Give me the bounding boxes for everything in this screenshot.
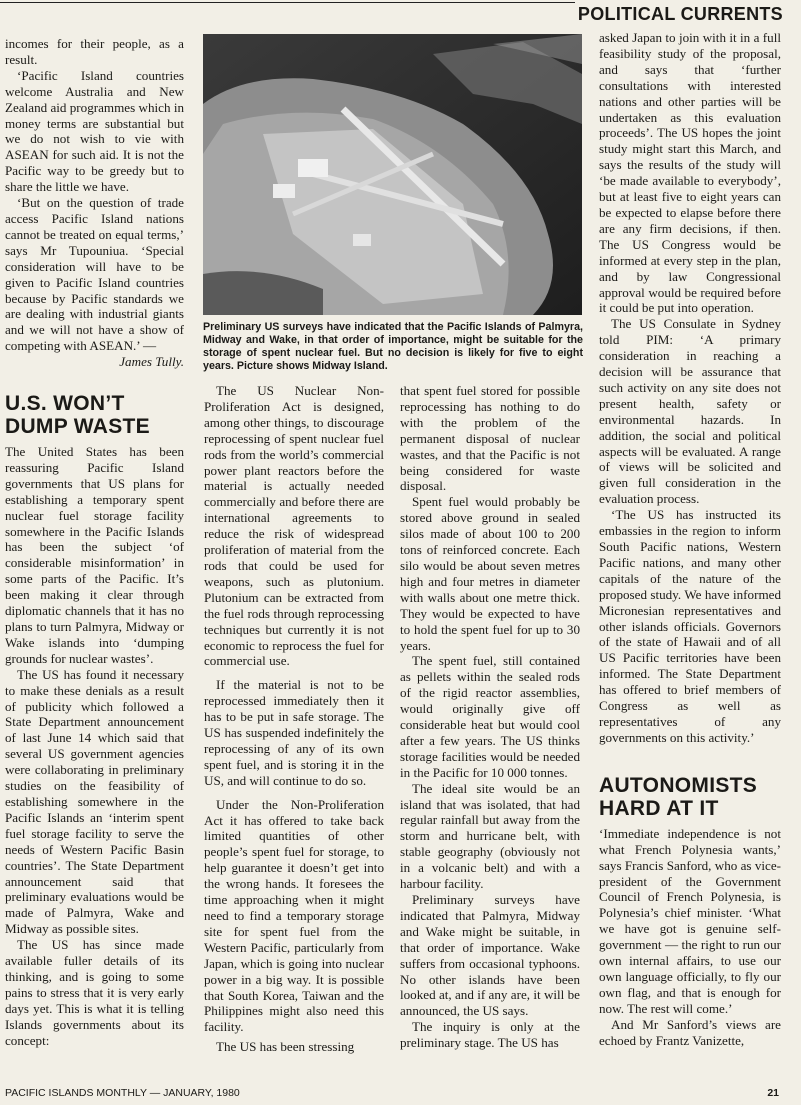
byline: James Tully. <box>119 354 184 370</box>
column-3 <box>400 383 580 1051</box>
paragraph: ‘Immediate independence is not what French Polynesia wants,’ says Francis Sanford, who as vice-president of the Government Council of French Polynesia, is Polynesia’s chief minister. ‘What we have got is genuine self-government — the right to run our own internal affairs, to use our own language officially, to fly our own flag, and that is enough for now. The rest will come.’ <box>599 825 781 1016</box>
headline-us-wont-dump-waste <box>5 392 184 438</box>
headline-line: AUTONOMISTS <box>599 773 758 797</box>
paragraph: If the material is not to be reprocessed immediately then it has to be put in safe storage. The US has suspended indefinitely the reprocessing of any of its own spent fuel, and is storing it in the US, and will continue to do so. <box>204 677 384 788</box>
headline-line: U.S. WON’T <box>5 392 125 416</box>
paragraph: ‘The US has instructed its embassies in the region to inform South Pacific nations, Western Pacific nations, and many other capitals of the nature of the proposed study. We have informed Micronesian representatives and other islands officials. Governors of the state of Hawaii and of all US Pacific territories have been informed. The State Department has offered to brief members of Congress as well as representatives of any governments on this activity.’ <box>599 507 781 745</box>
paragraph: The US Consulate in Sydney told PIM: ‘A primary consideration in reaching a decision will be assurance that such activity on any site does not present health, safety or environmental hazards. In addition, the social and political aspects will be evaluated. A range of views will be solicited and given full consideration in the evaluation process. <box>599 316 781 507</box>
paragraph: The US Nuclear Non-Proliferation Act is designed, among other things, to discourage reprocessing of spent nuclear fuel rods from the world’s commercial power plant reactors before the material is actually needed commercially and before there are international agreements to reduce the risk of widespread proliferation of material from the rods that could be used for weapons, such as plutonium. Plutonium can be extracted from the fuel rods through reprocessing techniques but currently it is not economic to reprocess the fuel for commercial use. <box>204 383 384 669</box>
column-4 <box>599 30 781 1048</box>
column-2 <box>204 383 384 1055</box>
paragraph: Spent fuel would probably be stored above ground in sealed silos made of about 100 to 200 tons of reinforced concrete. Each silo would be about seven metres high and four metres in diameter with walls about one metre thick. They would be expected to have to hold the spent fuel for up to 30 years. <box>400 494 580 653</box>
paragraph: The US has been stressing <box>216 1039 355 1055</box>
paragraph: Preliminary surveys have indicated that Palmyra, Midway and Wake might be suitable, in that order of importance. Wake suffers from occasional typhoons. No other islands have been looked at, and if any are, it will be announced, the US says. <box>400 892 580 1019</box>
aerial-island-image <box>203 34 582 315</box>
paragraph: And Mr Sanford’s views are echoed by Frantz Vanizette, <box>599 1016 781 1048</box>
paragraph: Under the Non-Proliferation Act it has offered to take back limited quantities of other people’s spent fuel for storage, to help guarantee it doesn’t get into the wrong hands. It foresees the time approaching when it might need to find a temporary storage site for spent fuel from the Western Pacific, particularly from Japan, which is going into nuclear power in a big way. It is possible that South Korea, Taiwan and the Philippines might also need this facility. <box>204 796 384 1035</box>
paragraph: asked Japan to join with it in a full feasibility study of the proposal, and says that ‘further consultations with interested nations and other parties will be undertaken as this evaluation proceeds’. The US hopes the joint study might start this March, and says the results of the study will ‘be made available to everybody’, but at least five to eight years can be expected to elapse before there are any firm decisions, if then. The US Congress would be informed at every step in the plan, and by law Congressional approval would be required before it could be put into operation. <box>599 30 781 316</box>
page-number: 21 <box>767 1087 779 1099</box>
footer-publication: PACIFIC ISLANDS MONTHLY — JANUARY, 1980 <box>5 1087 240 1099</box>
headline-line: DUMP WASTE <box>5 415 150 439</box>
headline-autonomists-hard-at-it <box>599 774 781 820</box>
paragraph: The US has found it necessary to make these denials as a result of publicity which followed a State Department announcement of last June 14 which said that several US government agencies were collaborating in preliminary studies on the feasibility of establishing somewhere in the Pacific Islands an ‘interim spent fuel storage facility to serve the needs of Western Pacific Basin countries’. The State Department announcement said that preliminary evaluations would be made of Palmyra, Wake and Midway as possible sites. <box>5 666 184 937</box>
section-title: POLITICAL CURRENTS <box>577 4 783 24</box>
paragraph: The ideal site would be an island that was isolated, that had regular rainfall but away from the storm and hurricane belt, with stable geography (obviously not in a volcanic belt) and with a harbour facility. <box>400 780 580 892</box>
column-1 <box>5 36 184 1048</box>
top-rule <box>0 2 575 3</box>
paragraph: incomes for their people, as a result. <box>5 36 184 67</box>
headline-line: HARD AT IT <box>599 796 719 820</box>
photo-caption: Preliminary US surveys have indicated that the Pacific Islands of Palmyra, Midway and Wake, in that order of importance, might be suitable for the storage of spent nuclear fuel. But no decision is likely for five to eight years. Picture shows Midway Island. <box>203 321 583 372</box>
paragraph: The inquiry is only at the preliminary stage. The US has <box>400 1019 580 1051</box>
paragraph: that spent fuel stored for possible reprocessing has nothing to do with the problem of the permanent disposal of nuclear wastes, and that the Pacific is not being considered for waste disposal. <box>400 383 580 494</box>
paragraph: The United States has been reassuring Pacific Island governments that US plans for establishing a temporary spent nuclear fuel storage facility somewhere in the Pacific Islands has been the subject ‘of considerable misinformation’ in some parts of the Pacific. It’s been making it clear through diplomatic channels that it has no plans to turn Palmyra, Midway or Wake islands into ‘dumping grounds for nuclear wastes’. <box>5 444 184 666</box>
paragraph: ‘But on the question of trade access Pacific Island nations cannot be treated on equal terms,’ says Mr Tupouniua. ‘Special consideration will have to be given to Pacific Island countries because by Pacific standards we are dealing with industrial giants and we will not have a show of competing with ASEAN.’ — <box>5 195 184 354</box>
paragraph: The spent fuel, still contained as pellets within the sealed rods of the rigid reactor assemblies, would originally give off considerable heat but would cool after a few years. The US thinks storage facilities would be needed in the Pacific for 10 000 tonnes. <box>400 653 580 780</box>
paragraph: ‘Pacific Island countries welcome Australia and New Zealand aid programmes which in money terms are substantial but we do not wish to vie with ASEAN for such aid. It is not the Pacific way to be greedy but to share the little we have. <box>5 67 184 195</box>
paragraph: The US has since made available fuller details of its thinking, and is going to some pains to stress that it is very early days yet. This is what it is telling Islands governments about its concept: <box>5 937 184 1048</box>
midway-island-photo <box>203 34 582 315</box>
